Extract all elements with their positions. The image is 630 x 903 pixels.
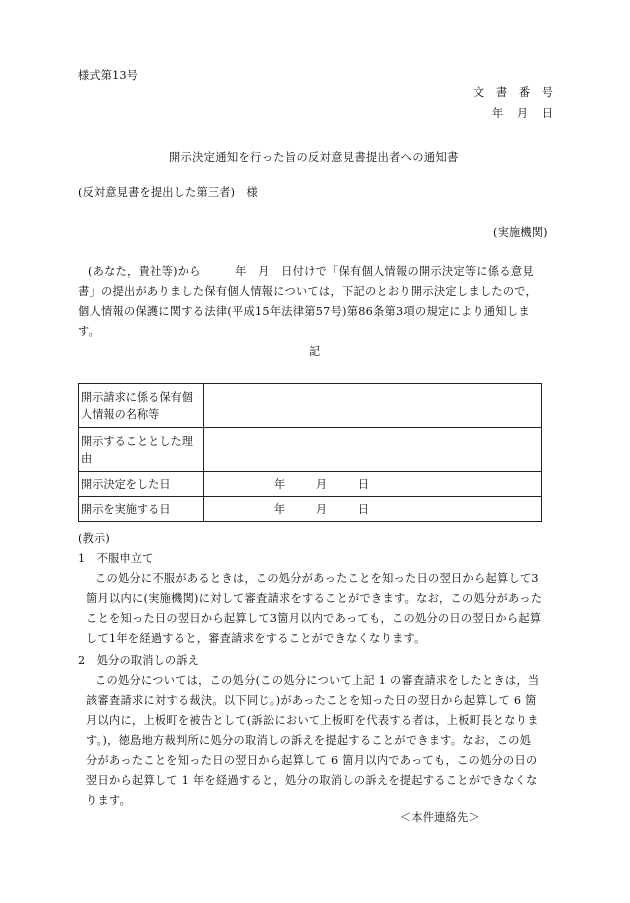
decision-date: 年 月 日 <box>274 477 369 491</box>
section-1-line: 箇月以内に(実施機関)に対して審査請求をすることができます。なお，この処分があった <box>86 592 543 605</box>
section-2-line: この処分については，この処分(この処分について上記 1 の審査請求をしたときは，当 <box>95 674 540 687</box>
table-cell-value <box>204 384 542 428</box>
implementation-date: 年 月 日 <box>274 502 369 516</box>
table-row: 開示することとした理 由 <box>79 428 542 472</box>
table-cell-value <box>204 428 542 472</box>
section-1-line: して1年を経過すると，審査請求をすることができなくなります。 <box>86 632 426 645</box>
section-2-line: ります。 <box>86 794 132 807</box>
section-1-line: この処分に不服があるときは，この処分があったことを知った日の翌日から起算して3 <box>95 572 539 585</box>
notice-table <box>78 383 542 522</box>
body-line-3: 個人情報の保護に関する法律(平成15年法律第57号)第86条第3項の規定により通知しま <box>78 305 530 318</box>
section-2-line: 月以内に，上板町を被告として(訴訟において上板町を代表する者は，上板町長となりま <box>86 714 539 727</box>
contact-heading: ＜本件連絡先＞ <box>400 811 480 824</box>
table-row: 開示決定をした日 年 月 日 <box>79 472 542 497</box>
section-1-line: ことを知った日の翌日から起算して3箇月以内であっても，この処分の日の翌日から起算 <box>86 612 542 625</box>
document-number-label: 文 書 番 号 <box>473 86 553 99</box>
form-number: 様式第13号 <box>78 69 139 82</box>
body-line-4: す。 <box>78 325 101 338</box>
section-2-line: 分があったことを知った日の翌日から起算して 6 箇月以内であっても，この処分の日の <box>86 754 538 767</box>
table-row: 開示を実施する日 年 月 日 <box>79 497 542 522</box>
body-line-2: 書」の提出がありました保有個人情報については，下記のとおり開示決定しましたので， <box>78 285 538 298</box>
sender-agency: (実施機関) <box>493 226 548 239</box>
issue-date-label: 年 月 日 <box>492 107 553 120</box>
body-line-1: (あなた，貴社等)から 年 月 日付けで「保有個人情報の開示決定等に係る意見 <box>88 265 534 278</box>
section-2-line: す。)，徳島地方裁判所に処分の取消しの訴えを提起することができます。なお，この処 <box>86 734 532 747</box>
section-2-title: 2 処分の取消しの訴え <box>78 654 200 667</box>
ki-heading: 記 <box>309 345 321 358</box>
section-2-line: 翌日から起算して 1 年を経過すると，処分の取消しの訴えを提起することができなくな <box>86 774 538 787</box>
section-1-title: 1 不服申立て <box>78 552 154 565</box>
section-2-line: 該審査請求に対する裁決。以下同じ。)があったことを知った日の翌日から起算して 6 箇 <box>86 694 537 707</box>
table-row: 開示請求に係る保有個 人情報の名称等 <box>79 384 542 428</box>
page-title: 開示決定通知を行った旨の反対意見書提出者への通知書 <box>169 151 459 164</box>
addressee: (反対意見書を提出した第三者) 様 <box>78 186 258 199</box>
instruction-heading: (教示) <box>78 532 110 545</box>
